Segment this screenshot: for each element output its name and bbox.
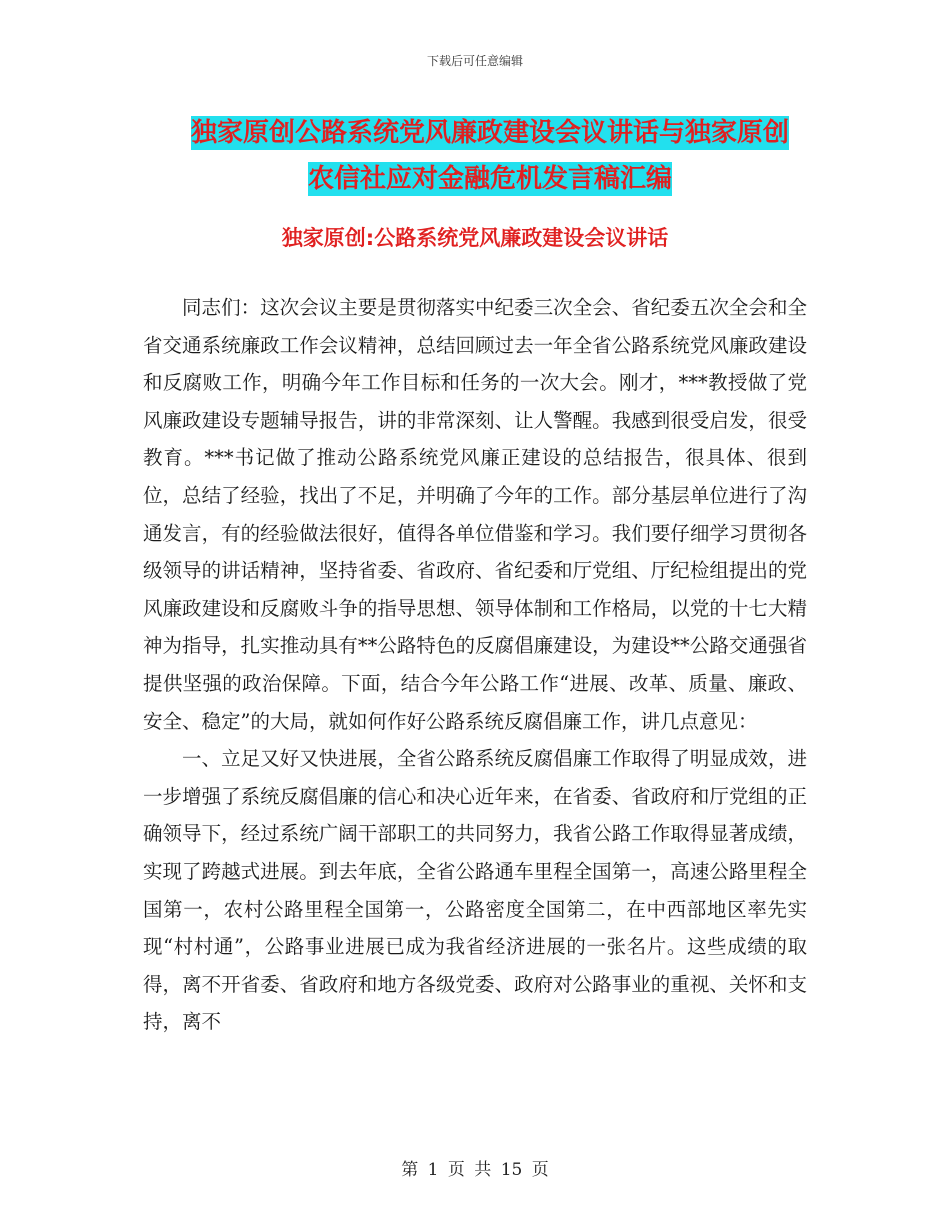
section-title: 独家原创:公路系统党风廉政建设会议讲话 xyxy=(281,226,669,250)
paragraph-2: 一、立足又好又快进展，全省公路系统反腐倡廉工作取得了明显成效，进一步增强了系统反腐倡廉的信心和决心近年来，在省委、省政府和厅党组的正确领导下，经过系统广阔干部职工的共同努力，我省公路工作取得显著成绩，实现了跨越式进展。到去年底，全省公路通车里程全国第一，高速公路里程全国第一，农村公路里程全国第一，公路密度全国第二，在中西部地区率先实现“村村通”，公路事业进展已成为我省经济进展的一张名片。这些成绩的取得，离不开省委、省政府和地方各级党委、政府对公路事业的重视、关怀和支持，离不 xyxy=(143,747,807,1034)
title-line-1: 独家原创公路系统党风廉政建设会议讲话与独家原创 xyxy=(190,118,789,148)
paragraph-1: 同志们：这次会议主要是贯彻落实中纪委三次全会、省纪委五次全会和全省交通系统廉政工作会议精神，总结回顾过去一年全省公路系统党风廉政建设和反腐败工作，明确今年工作目标和任务的一次大会。刚才，***教授做了党风廉政建设专题辅导报告，讲的非常深刻、让人警醒。我感到很受启发，很受教育。***书记做了推动公路系统党风廉正建设的总结报告，很具体、很到位，总结了经验，找出了不足，并明确了今年的工作。部分基层单位进行了沟通发言，有的经验做法很好，值得各单位借鉴和学习。我们要仔细学习贯彻各级领导的讲话精神，坚持省委、省政府、省纪委和厅党组、厅纪检组提出的党风廉政建设和反腐败斗争的指导思想、领导体制和工作格局，以党的十七大精神为指导，扎实推动具有**公路特色的反腐倡廉建设，为建设**公路交通强省提供坚强的政治保障。下面，结合今年公路工作“进展、改革、质量、廉政、安全、稳定”的大局，就如何作好公路系统反腐倡廉工作，讲几点意见： xyxy=(143,296,807,733)
page-footer: 第 1 页 共 15 页 xyxy=(401,1160,549,1180)
header-note: 下载后可任意编辑 xyxy=(426,54,523,68)
title-line-2: 农信社应对金融危机发言稿汇编 xyxy=(307,164,672,194)
body-text xyxy=(143,289,807,1041)
document-title xyxy=(140,110,840,202)
